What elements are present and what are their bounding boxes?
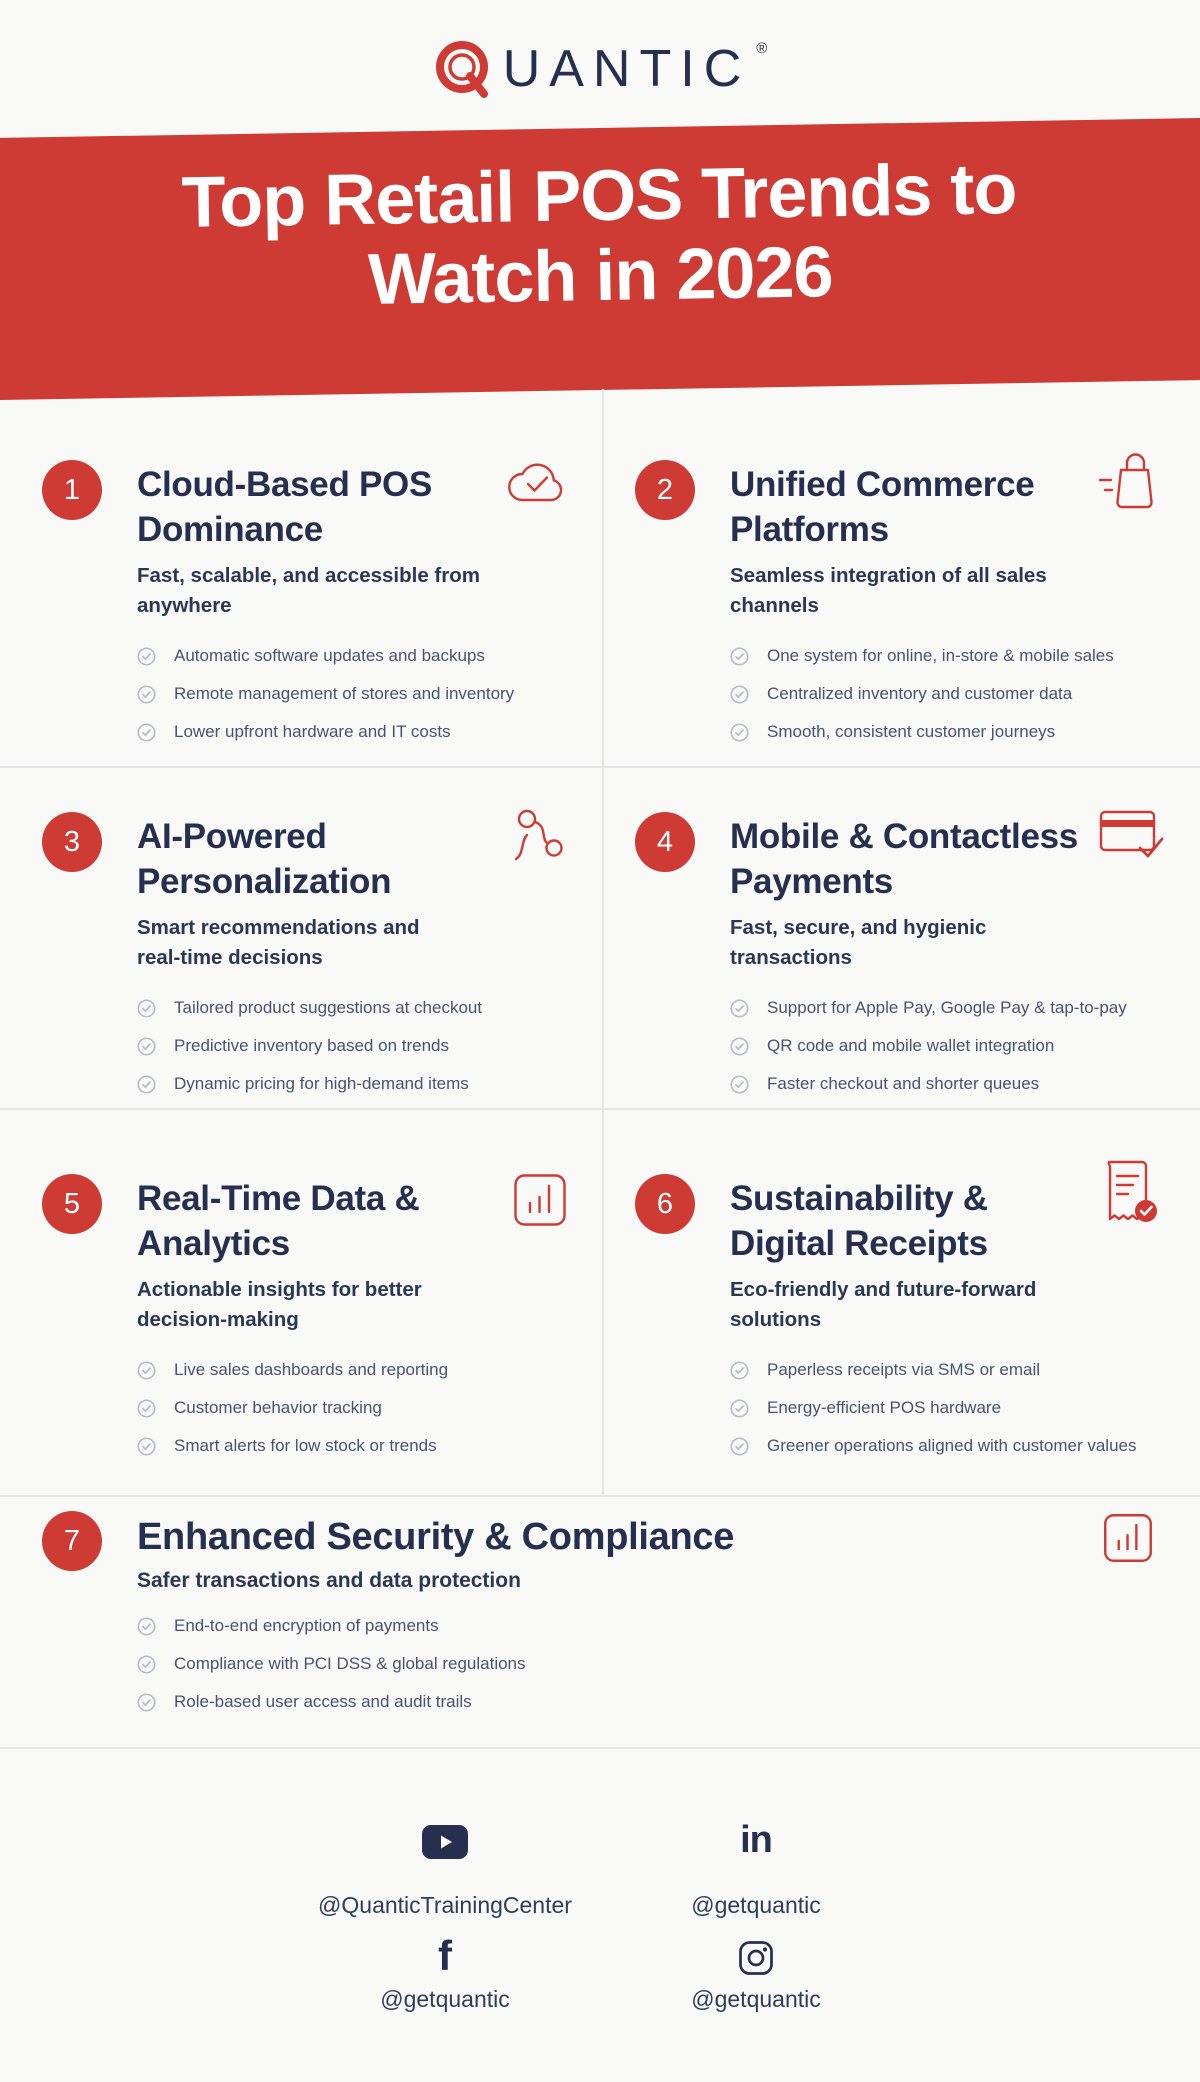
number-badge: 7 bbox=[42, 1511, 102, 1571]
card-subtitle: Smart recommendations and real-time decisions bbox=[137, 916, 420, 969]
list-item: Automatic software updates and backups bbox=[137, 643, 514, 669]
instagram-handle[interactable]: @getquantic bbox=[691, 1986, 821, 2012]
check-circle-icon bbox=[730, 685, 749, 704]
list-item: Faster checkout and shorter queues bbox=[730, 1071, 1127, 1097]
list-item: Predictive inventory based on trends bbox=[137, 1033, 482, 1059]
route-nodes-icon bbox=[510, 806, 568, 864]
brand-logo bbox=[0, 38, 1200, 100]
card-check-icon bbox=[1098, 806, 1164, 864]
trend-card-3 bbox=[42, 812, 482, 1097]
registered-mark: ® bbox=[756, 40, 768, 57]
check-circle-icon bbox=[137, 723, 156, 742]
check-circle-icon bbox=[137, 1437, 156, 1456]
brand-logo-text: UANTIC bbox=[502, 40, 751, 98]
list-item: Role-based user access and audit trails bbox=[137, 1689, 734, 1715]
list-item: Support for Apple Pay, Google Pay & tap-to-pay bbox=[730, 995, 1127, 1021]
social-linkedin[interactable] bbox=[591, 1818, 921, 1862]
trend-card-1 bbox=[42, 460, 514, 745]
card-subtitle: Eco-friendly and future-forward solutions bbox=[730, 1278, 1037, 1331]
list-item: Dynamic pricing for high-demand items bbox=[137, 1071, 482, 1097]
card-bullet-list bbox=[730, 995, 1127, 1097]
card-subtitle: Fast, scalable, and accessible from anywhere bbox=[137, 564, 480, 617]
list-item: Centralized inventory and customer data bbox=[730, 681, 1114, 707]
trend-card-2 bbox=[635, 460, 1114, 745]
number-badge: 2 bbox=[635, 460, 695, 520]
check-circle-icon bbox=[730, 723, 749, 742]
card-bullet-list bbox=[137, 1357, 448, 1459]
check-circle-icon bbox=[137, 999, 156, 1018]
list-item: Remote management of stores and inventory bbox=[137, 681, 514, 707]
list-item: Smooth, consistent customer journeys bbox=[730, 719, 1114, 745]
list-item: Lower upfront hardware and IT costs bbox=[137, 719, 514, 745]
card-title: Cloud-Based POS Dominance bbox=[137, 465, 432, 549]
shopping-bag-icon bbox=[1096, 448, 1158, 514]
check-circle-icon bbox=[137, 1361, 156, 1380]
card-bullet-list bbox=[137, 995, 482, 1097]
check-circle-icon bbox=[137, 685, 156, 704]
youtube-icon bbox=[422, 1825, 468, 1859]
list-item: QR code and mobile wallet integration bbox=[730, 1033, 1127, 1059]
card-subtitle: Safer transactions and data protection bbox=[137, 1569, 521, 1592]
divider bbox=[602, 389, 604, 1495]
cloud-check-icon bbox=[504, 456, 568, 508]
youtube-handle[interactable]: @QuanticTrainingCenter bbox=[318, 1892, 572, 1918]
number-badge: 5 bbox=[42, 1174, 102, 1234]
card-subtitle: Seamless integration of all sales channels bbox=[730, 564, 1047, 617]
card-title: AI-Powered Personalization bbox=[137, 817, 392, 901]
social-facebook[interactable] bbox=[280, 1934, 610, 1978]
card-title: Sustainability & Digital Receipts bbox=[730, 1179, 988, 1263]
list-item: Energy-efficient POS hardware bbox=[730, 1395, 1136, 1421]
card-title: Real-Time Data & Analytics bbox=[137, 1179, 420, 1263]
list-item: Compliance with PCI DSS & global regulations bbox=[137, 1651, 734, 1677]
list-item: Live sales dashboards and reporting bbox=[137, 1357, 448, 1383]
facebook-handle[interactable]: @getquantic bbox=[380, 1986, 510, 2012]
linkedin-icon: in bbox=[740, 1819, 772, 1861]
list-item: Smart alerts for low stock or trends bbox=[137, 1433, 448, 1459]
card-subtitle: Actionable insights for better decision-making bbox=[137, 1278, 422, 1331]
number-badge: 3 bbox=[42, 812, 102, 872]
check-circle-icon bbox=[730, 1037, 749, 1056]
number-badge: 6 bbox=[635, 1174, 695, 1234]
check-circle-icon bbox=[730, 647, 749, 666]
list-item: Paperless receipts via SMS or email bbox=[730, 1357, 1136, 1383]
card-bullet-list bbox=[730, 643, 1114, 745]
facebook-icon: f bbox=[438, 1932, 452, 1979]
card-title: Enhanced Security & Compliance bbox=[137, 1516, 735, 1558]
list-item: Tailored product suggestions at checkout bbox=[137, 995, 482, 1021]
title-banner bbox=[0, 118, 1200, 401]
check-circle-icon bbox=[137, 1617, 156, 1636]
number-badge: 4 bbox=[635, 812, 695, 872]
check-circle-icon bbox=[730, 1437, 749, 1456]
list-item: Customer behavior tracking bbox=[137, 1395, 448, 1421]
check-circle-icon bbox=[137, 1399, 156, 1418]
check-circle-icon bbox=[730, 1361, 749, 1380]
quantic-q-icon bbox=[433, 38, 493, 100]
check-circle-icon bbox=[730, 1075, 749, 1094]
card-bullet-list bbox=[730, 1357, 1136, 1459]
divider bbox=[0, 1747, 1200, 1749]
check-circle-icon bbox=[137, 647, 156, 666]
page-title: Top Retail POS Trends to Watch in 2026 bbox=[180, 149, 1017, 320]
social-instagram[interactable] bbox=[591, 1936, 921, 1980]
receipt-check-icon bbox=[1100, 1158, 1160, 1228]
trend-card-6 bbox=[635, 1174, 1136, 1459]
bar-chart-icon bbox=[512, 1172, 568, 1228]
list-item: End-to-end encryption of payments bbox=[137, 1613, 734, 1639]
check-circle-icon bbox=[137, 1075, 156, 1094]
bar-chart-icon bbox=[1102, 1512, 1154, 1564]
divider bbox=[0, 1108, 1200, 1110]
trend-card-5 bbox=[42, 1174, 448, 1459]
card-bullet-list bbox=[137, 1613, 734, 1715]
instagram-icon bbox=[738, 1940, 774, 1976]
card-title: Unified Commerce Platforms bbox=[730, 465, 1035, 549]
linkedin-handle[interactable]: @getquantic bbox=[691, 1892, 821, 1918]
divider bbox=[0, 766, 1200, 768]
check-circle-icon bbox=[730, 1399, 749, 1418]
divider bbox=[0, 1495, 1200, 1497]
check-circle-icon bbox=[730, 999, 749, 1018]
list-item: Greener operations aligned with customer values bbox=[730, 1433, 1136, 1459]
check-circle-icon bbox=[137, 1655, 156, 1674]
number-badge: 1 bbox=[42, 460, 102, 520]
check-circle-icon bbox=[137, 1693, 156, 1712]
card-title: Mobile & Contactless Payments bbox=[730, 817, 1078, 901]
card-bullet-list bbox=[137, 643, 514, 745]
social-youtube[interactable] bbox=[280, 1820, 610, 1864]
trend-card-4 bbox=[635, 812, 1127, 1097]
list-item: One system for online, in-store & mobile sales bbox=[730, 643, 1114, 669]
trend-card-7 bbox=[42, 1511, 734, 1715]
card-subtitle: Fast, secure, and hygienic transactions bbox=[730, 916, 987, 969]
check-circle-icon bbox=[137, 1037, 156, 1056]
